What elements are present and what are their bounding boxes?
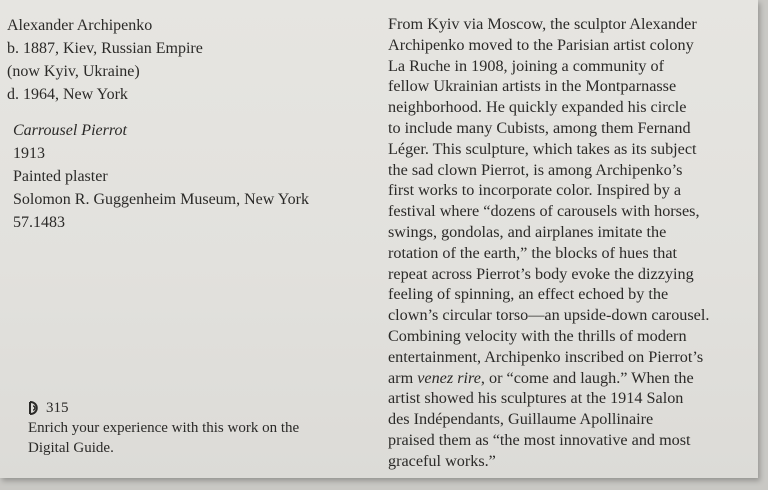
description-line: From Kyiv via Moscow, the sculptor Alexander <box>388 15 697 33</box>
artwork-info <box>7 119 362 234</box>
description-text-segment: , or “come and laugh.” When the <box>480 368 694 387</box>
description-line <box>388 368 758 389</box>
description-italic-phrase: venez rire <box>417 368 481 387</box>
description-line: praised them as “the most innovative and most <box>388 430 691 449</box>
artist-birthplace-now: (now Kyiv, Ukraine) <box>7 63 140 80</box>
description-line: swings, gondolas, and airplanes imitate the <box>388 222 667 241</box>
description-line: graceful works.” <box>388 451 496 470</box>
artwork-year: 1913 <box>13 145 45 162</box>
description-text <box>388 14 758 472</box>
tombstone-info <box>7 14 362 234</box>
artist-death: d. 1964, New York <box>7 86 128 103</box>
artwork-title: Carrousel Pierrot <box>13 122 127 139</box>
guide-stop <box>28 398 348 418</box>
artist-birth: b. 1887, Kiev, Russian Empire <box>7 40 203 57</box>
audio-guide-icon <box>28 401 42 415</box>
description-line: the sad clown Pierrot, is among Archipenko’s <box>388 160 683 179</box>
description-line: festival where “dozens of carousels with horses, <box>388 202 700 221</box>
guide-text-line-1: Enrich your experience with this work on the <box>28 420 300 436</box>
description-line: Léger. This sculpture, which takes as its subject <box>388 139 697 158</box>
artwork-medium: Painted plaster <box>13 168 108 185</box>
guide-text-line-2: Digital Guide. <box>28 440 114 456</box>
guide-stop-number: 315 <box>46 400 69 416</box>
artwork-collection: Solomon R. Guggenheim Museum, New York <box>13 191 310 208</box>
description-line: Combining velocity with the thrills of modern <box>388 326 687 345</box>
digital-guide-info <box>28 398 348 458</box>
description-text-segment: arm <box>388 368 418 387</box>
description-line: neighborhood. He quickly expanded his circle <box>388 98 687 117</box>
description-line: artist showed his sculptures at the 1914 Salon <box>388 389 684 408</box>
artist-info <box>7 14 362 106</box>
description-line: entertainment, Archipenko inscribed on Pierrot’s <box>388 347 704 366</box>
description-line: fellow Ukrainian artists in the Montparnasse <box>388 77 677 96</box>
artist-name: Alexander Archipenko <box>7 17 153 34</box>
description-line: repeat across Pierrot’s body evoke the dizzying <box>388 264 694 283</box>
description-line: Archipenko moved to the Parisian artist colony <box>388 35 694 54</box>
description-line: feeling of spinning, an effect echoed by the <box>388 285 669 304</box>
description-line: to include many Cubists, among them Fernand <box>388 118 691 137</box>
description-line: clown’s circular torso—an upside-down carousel. <box>388 306 710 325</box>
description-line: first works to incorporate color. Inspired by a <box>388 181 682 200</box>
description-line: des Indépendants, Guillaume Apollinaire <box>388 410 654 429</box>
description-line: La Ruche in 1908, joining a community of <box>388 56 665 75</box>
artwork-accession-number: 57.1483 <box>13 214 65 231</box>
description-line: rotation of the earth,” the blocks of hues that <box>388 243 678 262</box>
